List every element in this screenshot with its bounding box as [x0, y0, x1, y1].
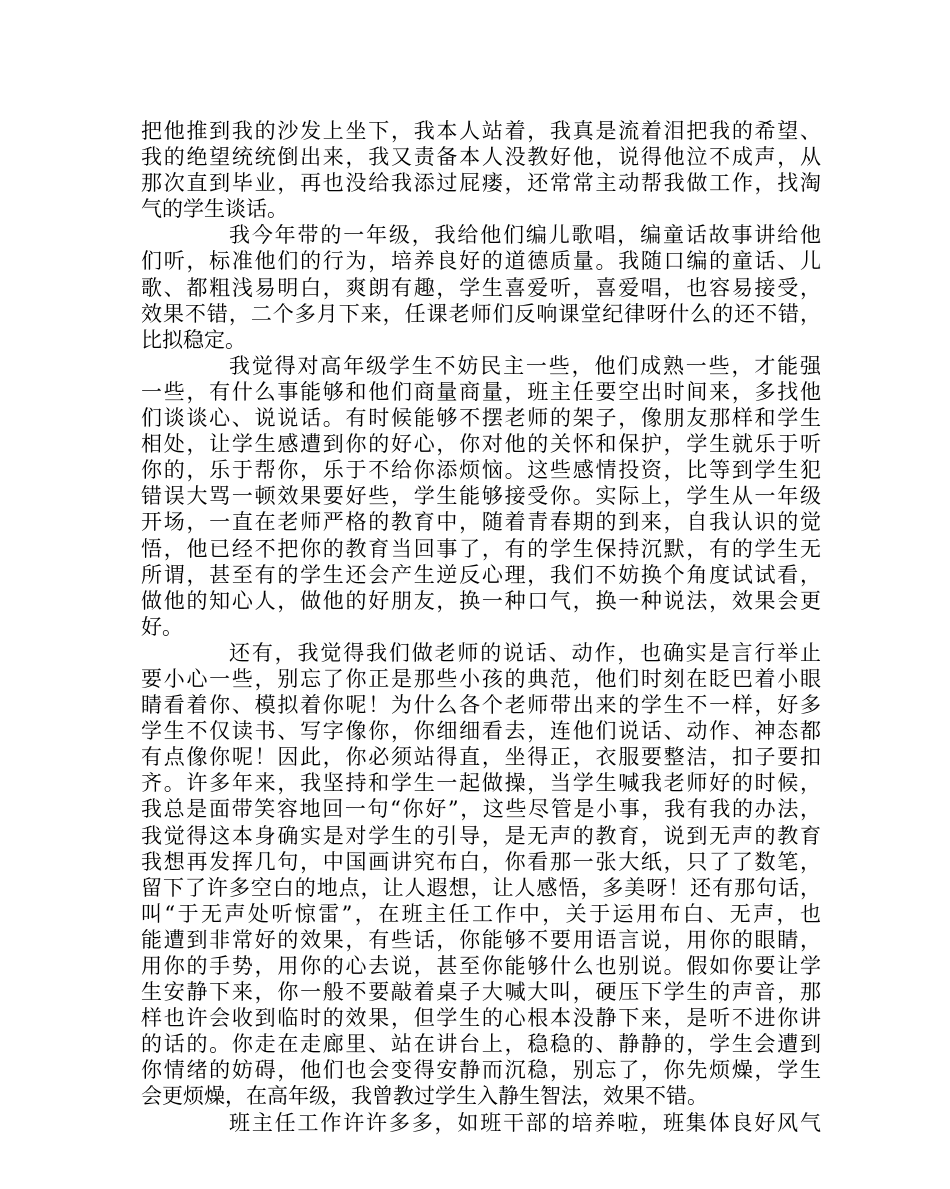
text-line: 会更烦燥，在高年级，我曾教过学生入静生智法，效果不错。: [141, 1084, 708, 1109]
text-line: 还有，我觉得我们做老师的说话、动作，也确实是言行举止: [229, 640, 821, 665]
text-line: 用你的手势，用你的心去说，甚至你能够什么也别说。假如你要让学: [141, 954, 821, 978]
text-line: 把他推到我的沙发上坐下，我本人站着，我真是流着泪把我的希望、: [141, 119, 821, 143]
text-line: 所谓，甚至有的学生还会产生逆反心理，我们不妨换个角度试试看，: [141, 562, 821, 587]
text-line: 们听，标准他们的行为，培养良好的道德质量。我随口编的童话、儿: [141, 249, 821, 274]
text-line: 悟，他已经不把你的教育当回事了，有的学生保持沉默，有的学生无: [141, 536, 821, 561]
text-line: 叫“于无声处听惊雷”，在班主任工作中，关于运用布白、无声，也: [141, 901, 821, 926]
text-line: 我想再发挥几句，中国画讲究布白，你看那一张大纸，只了了数笔，: [141, 849, 821, 874]
text-line: 开场，一直在老师严格的教育中，随着青春期的到来，自我认识的觉: [141, 510, 821, 535]
text-line: 我觉得对高年级学生不妨民主一些，他们成熟一些，才能强: [229, 353, 821, 378]
text-line: 生安静下来，你一般不要敲着桌子大喊大叫，硬压下学生的声音，那: [141, 980, 821, 1005]
text-line: 能遭到非常好的效果，有些话，你能够不要用语言说，用你的眼睛，: [141, 927, 821, 952]
text-line: 们谈谈心、说说话。有时候能够不摆老师的架子，像朋友那样和学生: [141, 406, 821, 431]
text-line: 我今年带的一年级，我给他们编儿歌唱，编童话故事讲给他: [229, 223, 821, 248]
text-line: 好。: [141, 614, 183, 639]
text-line: 做他的知心人，做他的好朋友，换一种口气，换一种说法，效果会更: [141, 588, 821, 613]
text-line: 一些，有什么事能够和他们商量商量，班主任要空出时间来，多找他: [141, 379, 821, 404]
text-line: 我总是面带笑容地回一句“你好”，这些尽管是小事，我有我的办法，: [141, 797, 821, 822]
text-line: 相处，让学生感遭到你的好心，你对他的关怀和保护，学生就乐于听: [141, 432, 821, 457]
text-line: 睛看着你、模拟着你呢！为什么各个老师带出来的学生不一样，好多: [141, 693, 821, 718]
document-body: [141, 118, 821, 1136]
text-line: 留下了许多空白的地点，让人遐想，让人感悟，多美呀！还有那句话，: [141, 875, 821, 900]
text-line: 学生不仅读书、写字像你，你细细看去，连他们说话、动作、神态都: [141, 719, 821, 744]
text-line: 的话的。你走在走廊里、站在讲台上，稳稳的、静静的，学生会遭到: [141, 1032, 821, 1057]
text-line: 班主任工作许许多多，如班干部的培养啦，班集体良好风气: [229, 1110, 821, 1135]
text-line: 比拟稳定。: [141, 327, 246, 352]
text-line: 有点像你呢！因此，你必须站得直，坐得正，衣服要整洁，扣子要扣: [141, 745, 821, 770]
text-line: 你的，乐于帮你，乐于不给你添烦恼。这些感情投资，比等到学生犯: [141, 458, 821, 483]
text-line: 我的绝望统统倒出来，我又责备本人没教好他，说得他泣不成声，从: [141, 145, 821, 170]
text-line: 那次直到毕业，再也没给我添过屁瘘，还常常主动帮我做工作，找淘: [141, 171, 821, 196]
document-page: [141, 118, 821, 1136]
text-line: 样也许会收到临时的效果，但学生的心根本没静下来，是听不进你讲: [141, 1006, 821, 1031]
text-line: 要小心一些，别忘了你正是那些小孩的典范，他们时刻在眨巴着小眼: [141, 666, 821, 691]
text-line: 效果不错，二个多月下来，任课老师们反响课堂纪律呀什么的还不错，: [141, 301, 821, 326]
text-line: 气的学生谈话。: [141, 197, 288, 222]
text-line: 你情绪的妨碍，他们也会变得安静而沉稳，别忘了，你先烦燥，学生: [141, 1058, 821, 1083]
text-line: 错误大骂一顿效果要好些，学生能够接受你。实际上，学生从一年级: [141, 484, 821, 509]
text-line: 歌、都粗浅易明白，爽朗有趣，学生喜爱听，喜爱唱，也容易接受，: [141, 275, 821, 300]
text-line: 齐。许多年来，我坚持和学生一起做操，当学生喊我老师好的时候，: [141, 771, 821, 796]
text-line: 我觉得这本身确实是对学生的引导，是无声的教育，说到无声的教育: [141, 823, 821, 848]
